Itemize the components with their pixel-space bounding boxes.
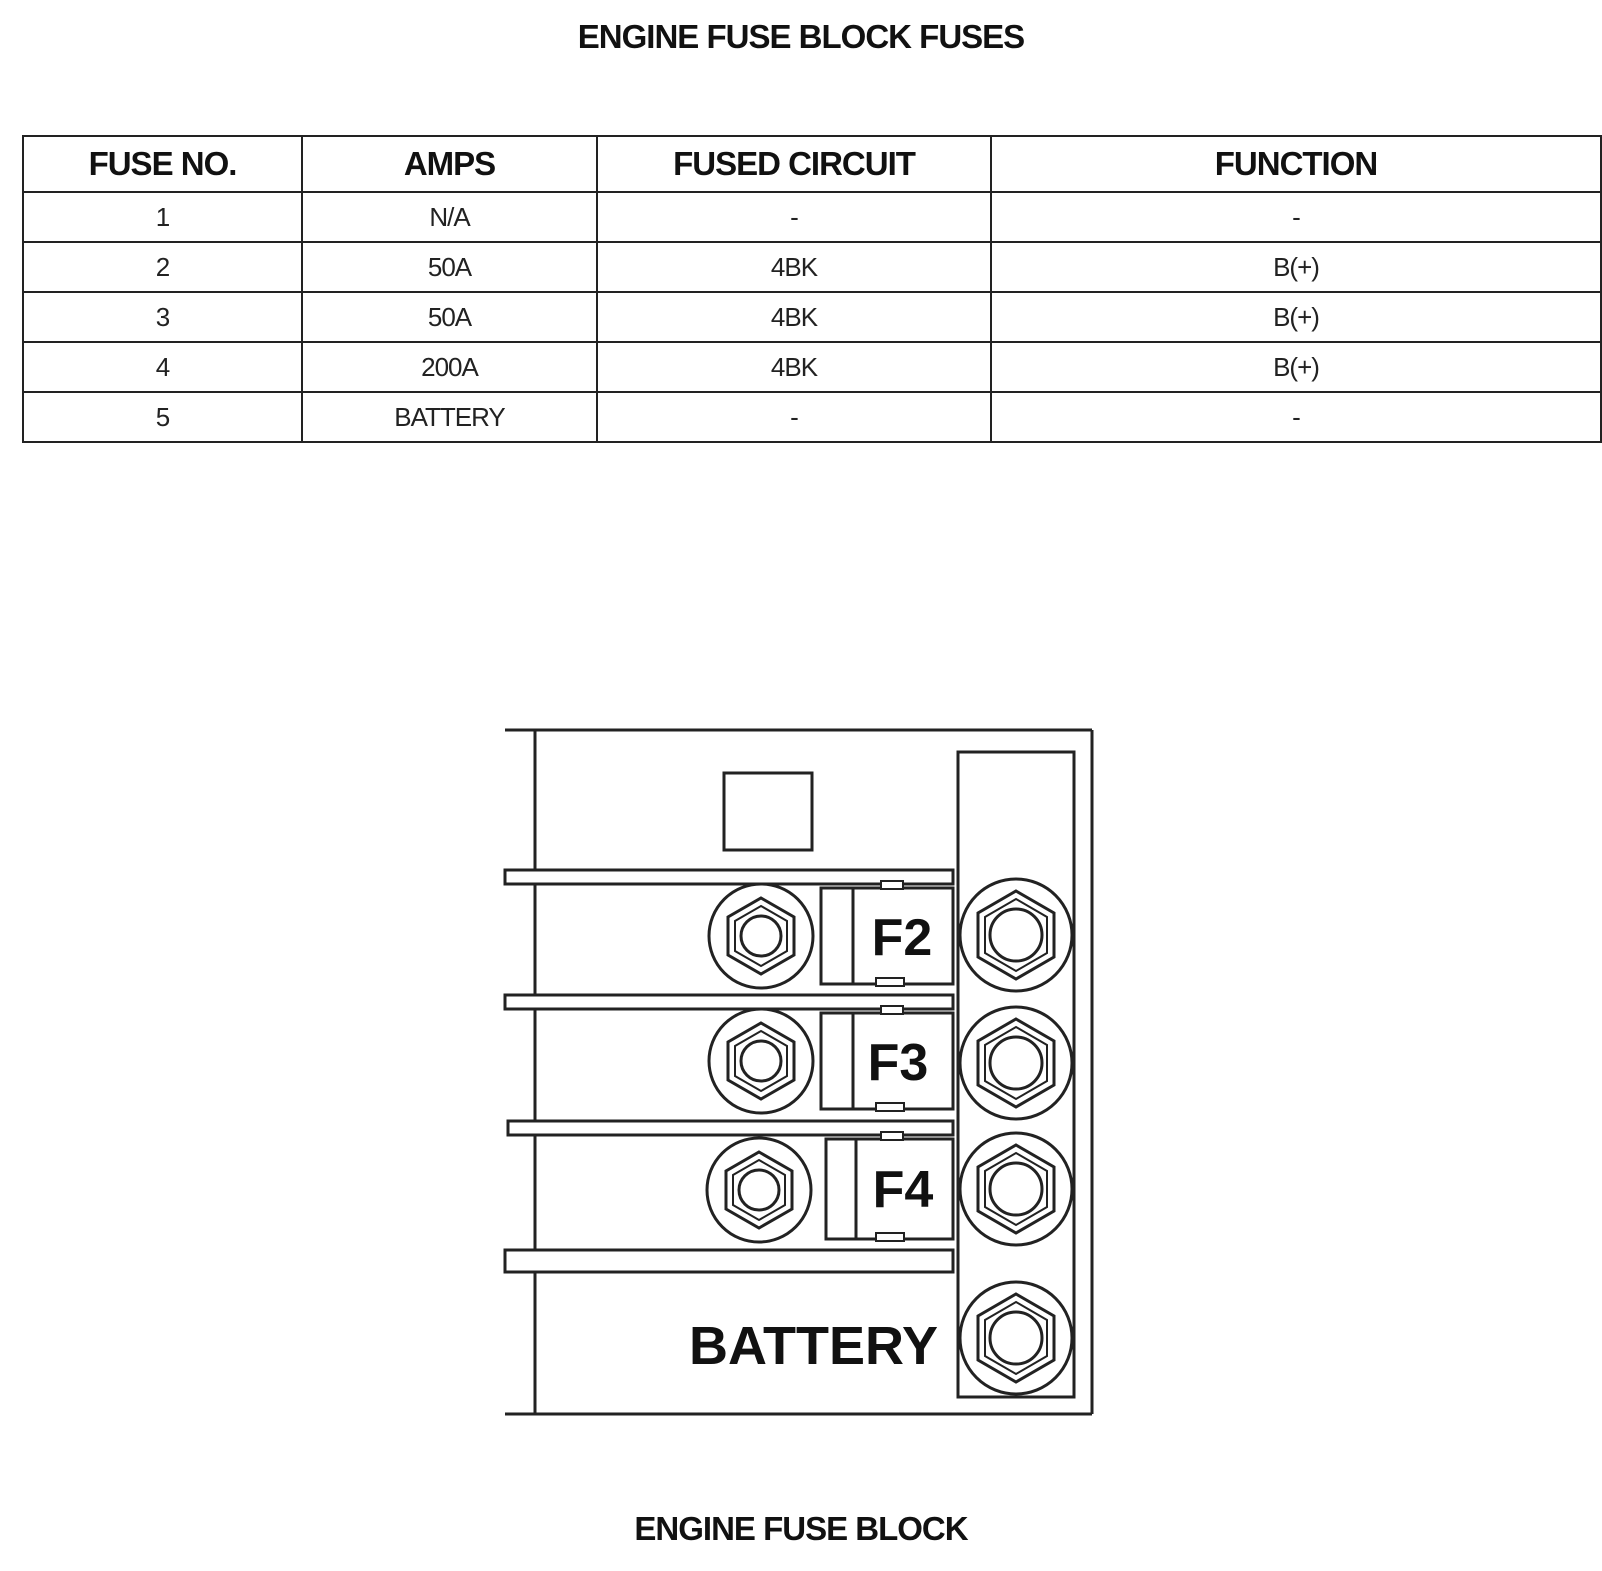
table-row [23, 342, 1601, 392]
bolt-icon [709, 1009, 813, 1113]
table-row [23, 242, 1601, 292]
bolt-icon [709, 884, 813, 988]
bolt-icon [707, 1138, 811, 1242]
cell-function: B(+) [991, 342, 1601, 392]
fuse-block-diagram [0, 700, 1602, 1440]
fuse-f3 [821, 1006, 953, 1111]
battery-label: BATTERY [689, 1316, 938, 1376]
cell-fused-circuit: - [597, 192, 991, 242]
cell-function: B(+) [991, 292, 1601, 342]
fuse-table [22, 135, 1602, 443]
cell-function: - [991, 392, 1601, 442]
cell-amps: 200A [302, 342, 597, 392]
cell-function: B(+) [991, 242, 1601, 292]
bolt-icon [960, 1282, 1072, 1394]
fuse-f2 [821, 881, 953, 986]
diagram-caption: ENGINE FUSE BLOCK [634, 1510, 968, 1547]
cell-function: - [991, 192, 1601, 242]
cell-amps: 50A [302, 292, 597, 342]
cell-fuse-no: 5 [23, 392, 302, 442]
fuse-block-svg [0, 700, 1602, 1440]
connector-square [724, 773, 812, 850]
header-fused-circuit: FUSED CIRCUIT [597, 136, 991, 192]
cell-fuse-no: 2 [23, 242, 302, 292]
cell-fused-circuit: - [597, 392, 991, 442]
cell-fused-circuit: 4BK [597, 342, 991, 392]
separator-bar [505, 1250, 953, 1272]
fuse-f4 [826, 1132, 953, 1241]
page-title: ENGINE FUSE BLOCK FUSES [577, 18, 1025, 55]
cell-amps: N/A [302, 192, 597, 242]
fuse-label-f2: F2 [871, 909, 933, 967]
table-row [23, 192, 1601, 242]
table-row [23, 392, 1601, 442]
header-amps: AMPS [302, 136, 597, 192]
header-fuse-no: FUSE NO. [23, 136, 302, 192]
cell-fuse-no: 3 [23, 292, 302, 342]
cell-fuse-no: 4 [23, 342, 302, 392]
fuse-label-f3: F3 [867, 1034, 929, 1092]
fuse-label-f4: F4 [872, 1161, 934, 1219]
header-function: FUNCTION [991, 136, 1601, 192]
cell-fuse-no: 1 [23, 192, 302, 242]
bolt-icon [960, 1133, 1072, 1245]
cell-fused-circuit: 4BK [597, 292, 991, 342]
cell-amps: BATTERY [302, 392, 597, 442]
cell-fused-circuit: 4BK [597, 242, 991, 292]
table-row [23, 292, 1601, 342]
cell-amps: 50A [302, 242, 597, 292]
table-header-row [23, 136, 1601, 192]
bolt-icon [960, 1007, 1072, 1119]
bolt-icon [960, 879, 1072, 991]
